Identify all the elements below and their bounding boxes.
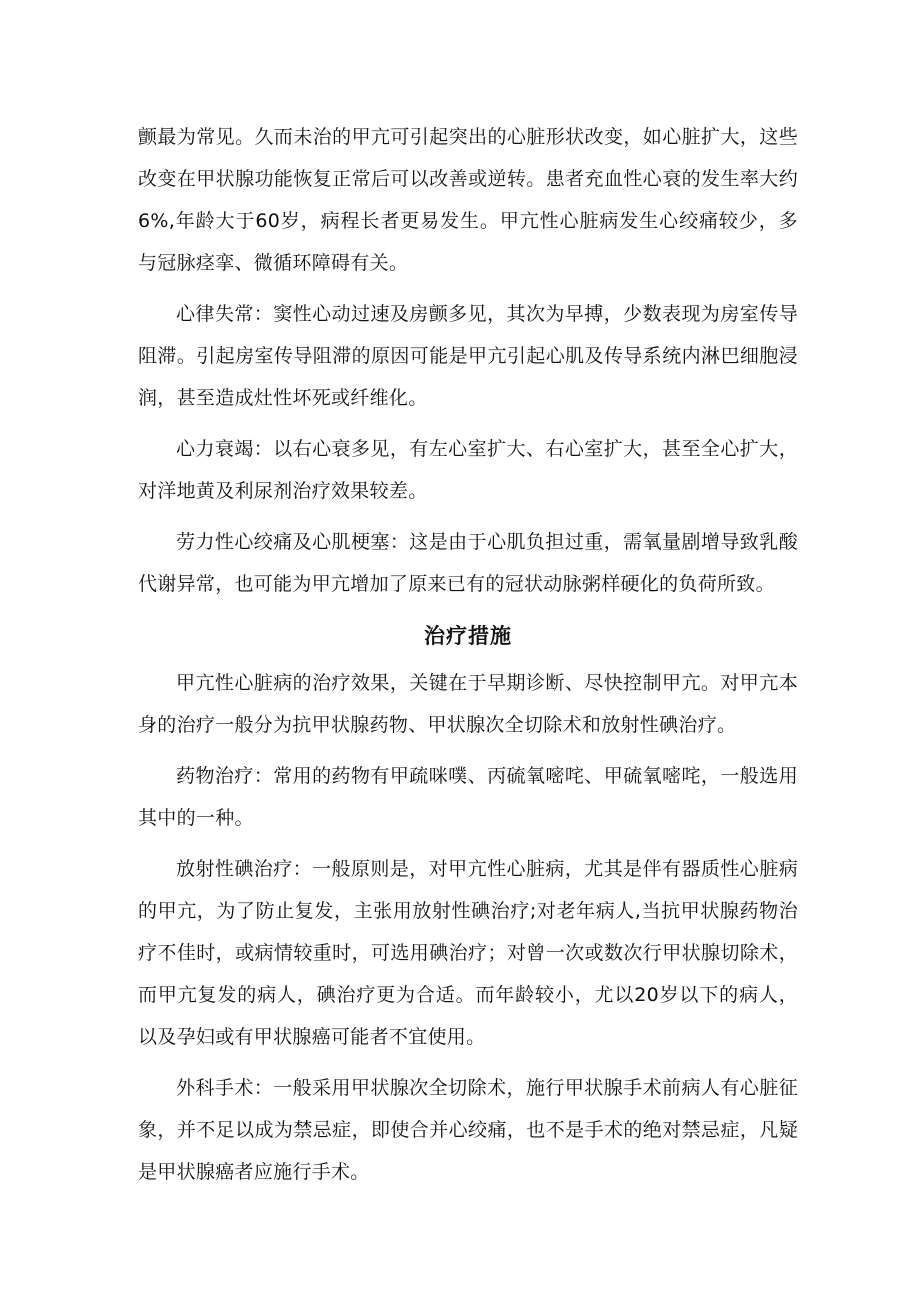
paragraph-heart-shape-change: 颤最为常见。久而未治的甲亢可引起突出的心脏形状改变，如心脏扩大，这些改变在甲状腺功能恢复正常后可以改善或逆转。患者充血性心衰的发生率大约6%,年龄大于60岁，病程长者更易发生。甲亢性心脏病发生心绞痛较少，多与冠脉痉挛、微循环障碍有关。 [138,126,798,274]
paragraph-radioiodine-therapy: 放射性碘治疗：一般原则是，对甲亢性心脏病，尤其是伴有器质性心脏病的甲亢，为了防止复发，主张用放射性碘治疗;对老年病人,当抗甲状腺药物治疗不佳时，或病情较重时，可选用碘治疗；对曾一次或数次行甲状腺切除术，而甲亢复发的病人，碘治疗更为合适。而年龄较小，尤以20岁以下的病人，以及孕妇或有甲状腺癌可能者不宜使用。 [138,858,798,1048]
paragraph-treatment-overview: 甲亢性心脏病的治疗效果，关键在于早期诊断、尽快控制甲亢。对甲亢本身的治疗一般分为抗甲状腺药物、甲状腺次全切除术和放射性碘治疗。 [138,672,798,736]
section-heading-treatment: 治疗措施 [424,624,512,648]
document-page [138,116,798,1202]
paragraph-drug-therapy: 药物治疗：常用的药物有甲疏咪噗、丙硫氧嘧咤、甲硫氧嘧咤，一般选用其中的一种。 [138,765,798,829]
paragraph-surgery: 外科手术：一般采用甲状腺次全切除术，施行甲状腺手术前病人有心脏征象，并不足以成为禁忌症，即使合并心绞痛，也不是手术的绝对禁忌症，凡疑是甲状腺癌者应施行手术。 [138,1077,798,1183]
paragraph-heart-failure: 心力衰竭：以右心衰多见，有左心室扩大、右心室扩大，甚至全心扩大，对洋地黄及利尿剂治疗效果较差。 [138,438,798,502]
paragraph-arrhythmia: 心律失常：窦性心动过速及房颤多见，其次为早搏，少数表现为房室传导阻滞。引起房室传导阻滞的原因可能是甲亢引起心肌及传导系统内淋巴细胞浸润，甚至造成灶性坏死或纤维化。 [138,303,798,409]
paragraph-angina-infarction: 劳力性心绞痛及心肌梗塞：这是由于心肌负担过重，需氧量剧增导致乳酸代谢异常，也可能为甲亢增加了原来已有的冠状动脉粥样硬化的负荷所致。 [138,531,798,595]
